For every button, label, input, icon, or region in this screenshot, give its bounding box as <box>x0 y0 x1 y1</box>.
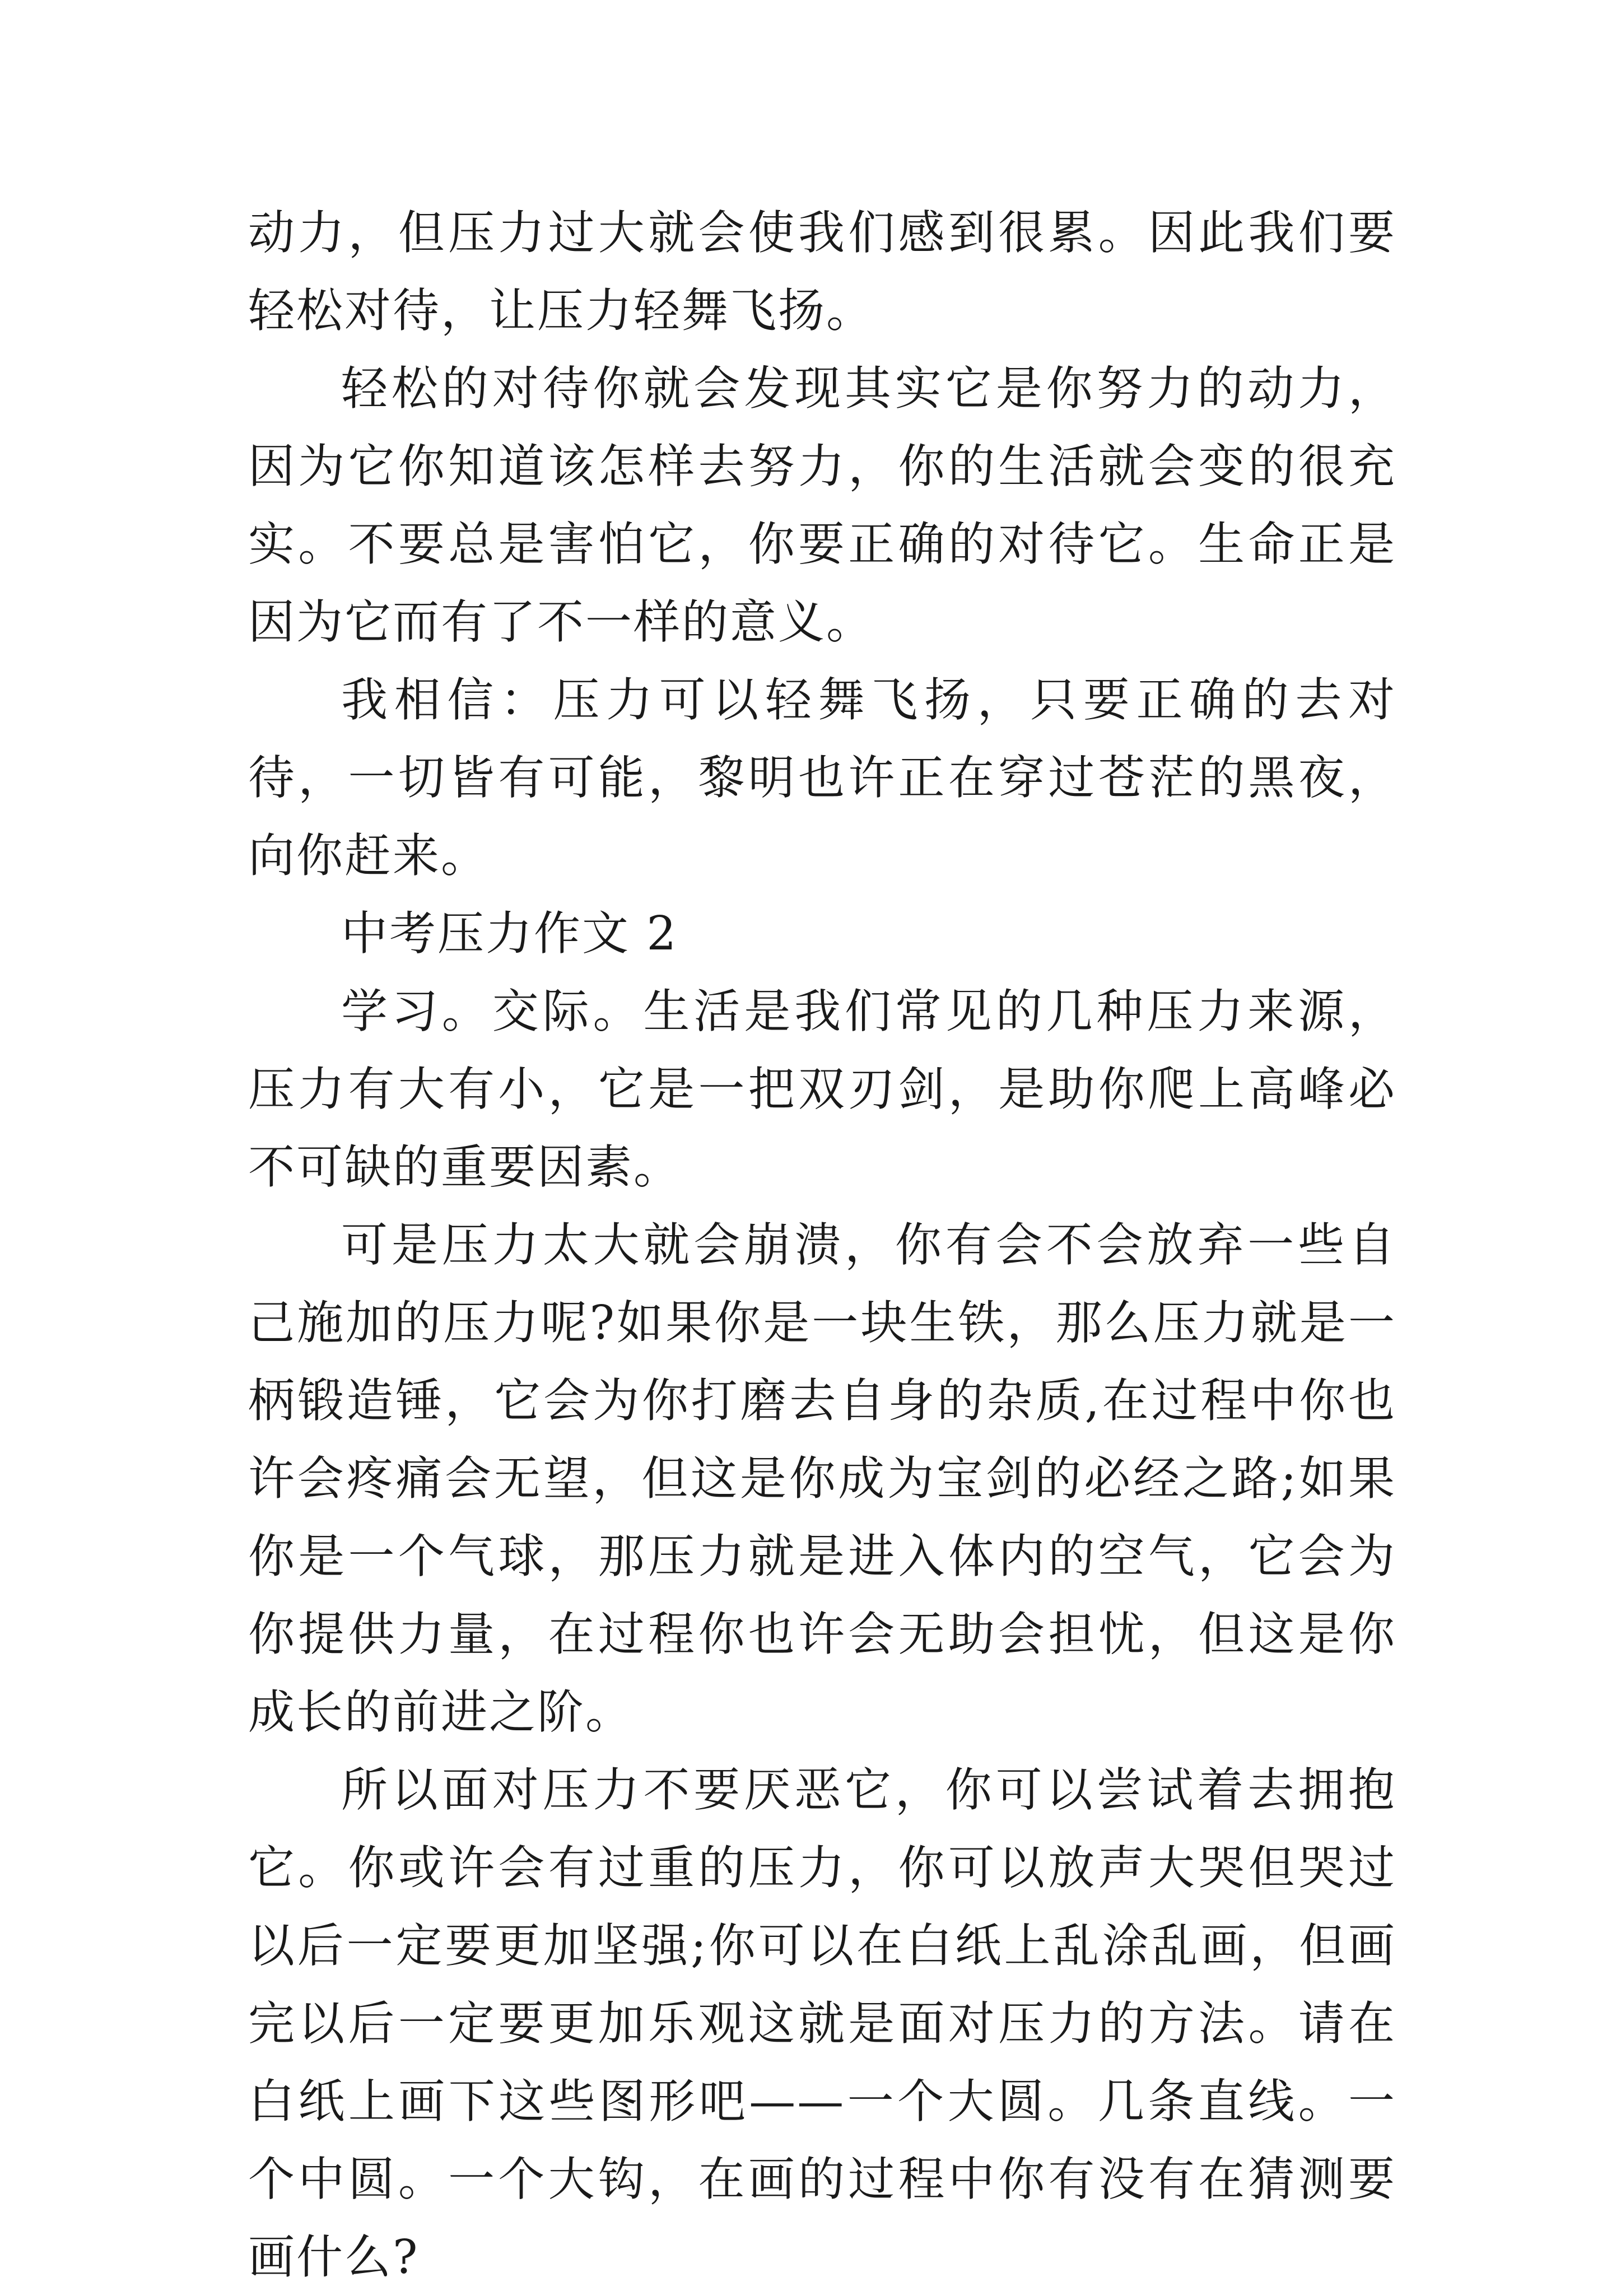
document-body <box>248 194 1396 2296</box>
paragraph: 所以面对压力不要厌恶它，你可以尝试着去拥抱它。你或许会有过重的压力，你可以放声大哭但哭过以后一定要更加坚强;你可以在白纸上乱涂乱画，但画完以后一定要更加乐观这就是面对压力的方法。请在白纸上画下这些图形吧——一个大圆。几条直线。一个中圆。一个大钩，在画的过程中你有没有在猜测要画什么? <box>248 1763 1396 2284</box>
section-heading: 中考压力作文 2 <box>341 906 678 961</box>
paragraph-continuation: 动力，但压力过大就会使我们感到很累。因此我们要轻松对待，让压力轻舞飞扬。 <box>248 206 1396 338</box>
paragraph: 我相信：压力可以轻舞飞扬，只要正确的去对待，一切皆有可能，黎明也许正在穿过苍茫的黑夜，向你赶来。 <box>248 673 1396 883</box>
paragraph: 轻松的对待你就会发现其实它是你努力的动力，因为它你知道该怎样去努力，你的生活就会变的很充实。不要总是害怕它，你要正确的对待它。生命正是因为它而有了不一样的意义。 <box>248 361 1396 649</box>
paragraph: 学习。交际。生活是我们常见的几种压力来源，压力有大有小，它是一把双刃剑，是助你爬上高峰必不可缺的重要因素。 <box>248 984 1396 1194</box>
paragraph: 可是压力太大就会崩溃，你有会不会放弃一些自己施加的压力呢?如果你是一块生铁，那么压力就是一柄锻造锤，它会为你打磨去自身的杂质,在过程中你也许会疼痛会无望，但这是你成为宝剑的必经之路;如果你是一个气球，那压力就是进入体内的空气，它会为你提供力量，在过程你也许会无助会担忧，但这是你成长的前进之阶。 <box>248 1218 1396 1739</box>
